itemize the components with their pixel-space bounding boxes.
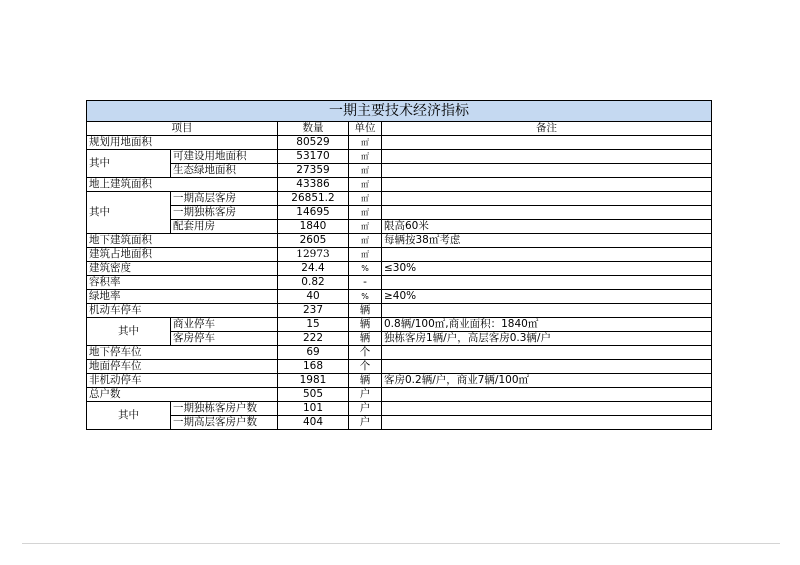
row-quantity: 43386	[278, 178, 349, 192]
row-remark: ≤30%	[382, 262, 712, 276]
row-quantity: 12973	[278, 248, 349, 262]
row-remark	[382, 346, 712, 360]
row-label: 一期独栋客房户数	[171, 402, 278, 416]
table-row	[87, 178, 712, 192]
row-remark: 0.8辆/100㎡,商业面积：1840㎡	[382, 318, 712, 332]
row-quantity: 24.4	[278, 262, 349, 276]
row-label: 规划用地面积	[87, 136, 278, 150]
table-row	[87, 234, 712, 248]
row-label: 可建设用地面积	[171, 150, 278, 164]
row-label: 一期高层客房	[171, 192, 278, 206]
row-unit: 辆	[349, 374, 382, 388]
row-label: 配套用房	[171, 220, 278, 234]
row-label: 地面停车位	[87, 360, 278, 374]
row-label: 生态绿地面积	[171, 164, 278, 178]
table-row	[87, 346, 712, 360]
row-remark	[382, 388, 712, 402]
row-remark	[382, 150, 712, 164]
row-unit: 户	[349, 416, 382, 430]
row-unit: 辆	[349, 332, 382, 346]
row-quantity: 237	[278, 304, 349, 318]
row-label: 地上建筑面积	[87, 178, 278, 192]
table-row	[87, 304, 712, 318]
row-unit: 个	[349, 360, 382, 374]
row-label: 机动车停车	[87, 304, 278, 318]
row-remark	[382, 136, 712, 150]
row-quantity: 404	[278, 416, 349, 430]
row-label: 非机动停车	[87, 374, 278, 388]
row-remark	[382, 248, 712, 262]
row-quantity: 1840	[278, 220, 349, 234]
row-quantity: 27359	[278, 164, 349, 178]
row-unit: %	[349, 262, 382, 276]
row-quantity: 80529	[278, 136, 349, 150]
row-unit: 辆	[349, 304, 382, 318]
row-remark	[382, 276, 712, 290]
table-row	[87, 206, 712, 220]
row-remark	[382, 416, 712, 430]
table-row	[87, 192, 712, 206]
title-row	[87, 101, 712, 122]
row-quantity: 53170	[278, 150, 349, 164]
row-unit: %	[349, 290, 382, 304]
row-remark	[382, 360, 712, 374]
row-quantity: 69	[278, 346, 349, 360]
row-label: 地下建筑面积	[87, 234, 278, 248]
row-label: 容积率	[87, 276, 278, 290]
header-unit: 单位	[349, 122, 382, 136]
header-remark: 备注	[382, 122, 712, 136]
row-remark: 独栋客房1辆/户，高层客房0.3辆/户	[382, 332, 712, 346]
table-row	[87, 388, 712, 402]
row-unit: 户	[349, 402, 382, 416]
row-unit: ㎡	[349, 178, 382, 192]
row-quantity: 26851.2	[278, 192, 349, 206]
row-remark	[382, 178, 712, 192]
page-divider	[22, 543, 780, 544]
row-label: 客房停车	[171, 332, 278, 346]
table-row	[87, 402, 712, 416]
table-row	[87, 374, 712, 388]
table-row	[87, 360, 712, 374]
table-row	[87, 262, 712, 276]
row-quantity: 0.82	[278, 276, 349, 290]
row-unit: ㎡	[349, 164, 382, 178]
row-remark: ≥40%	[382, 290, 712, 304]
row-quantity: 101	[278, 402, 349, 416]
row-remark	[382, 192, 712, 206]
row-quantity: 14695	[278, 206, 349, 220]
row-unit: ㎡	[349, 136, 382, 150]
row-unit: ㎡	[349, 192, 382, 206]
row-quantity: 505	[278, 388, 349, 402]
table-row	[87, 318, 712, 332]
row-quantity: 168	[278, 360, 349, 374]
row-quantity: 2605	[278, 234, 349, 248]
table-row	[87, 136, 712, 150]
row-unit: 个	[349, 346, 382, 360]
row-remark: 限高60米	[382, 220, 712, 234]
header-item: 项目	[87, 122, 278, 136]
row-label: 一期独栋客房	[171, 206, 278, 220]
row-label: 建筑占地面积	[87, 248, 278, 262]
table-row	[87, 220, 712, 234]
row-quantity: 1981	[278, 374, 349, 388]
header-quantity: 数量	[278, 122, 349, 136]
group-label: 其中	[87, 402, 171, 430]
row-remark	[382, 164, 712, 178]
row-quantity: 222	[278, 332, 349, 346]
table-row	[87, 290, 712, 304]
row-unit: ㎡	[349, 234, 382, 248]
table-row	[87, 332, 712, 346]
row-remark	[382, 402, 712, 416]
economic-indicators-table	[86, 100, 712, 430]
row-unit: ㎡	[349, 220, 382, 234]
table-row	[87, 150, 712, 164]
row-unit: -	[349, 276, 382, 290]
row-label: 地下停车位	[87, 346, 278, 360]
table-row	[87, 248, 712, 262]
row-unit: 户	[349, 388, 382, 402]
row-label: 商业停车	[171, 318, 278, 332]
row-quantity: 40	[278, 290, 349, 304]
row-remark: 每辆按38㎡考虑	[382, 234, 712, 248]
group-label: 其中	[87, 150, 171, 178]
row-unit: ㎡	[349, 206, 382, 220]
row-label: 绿地率	[87, 290, 278, 304]
table-title: 一期主要技术经济指标	[87, 101, 712, 122]
group-label: 其中	[87, 192, 171, 234]
row-unit: ㎡	[349, 248, 382, 262]
table-row	[87, 164, 712, 178]
row-label: 总户数	[87, 388, 278, 402]
row-remark: 客房0.2辆/户，商业7辆/100㎡	[382, 374, 712, 388]
row-label: 一期高层客房户数	[171, 416, 278, 430]
row-quantity: 15	[278, 318, 349, 332]
table-row	[87, 276, 712, 290]
group-label: 其中	[87, 318, 171, 346]
header-row	[87, 122, 712, 136]
row-remark	[382, 304, 712, 318]
row-unit: ㎡	[349, 150, 382, 164]
row-remark	[382, 206, 712, 220]
row-label: 建筑密度	[87, 262, 278, 276]
table-row	[87, 416, 712, 430]
row-unit: 辆	[349, 318, 382, 332]
